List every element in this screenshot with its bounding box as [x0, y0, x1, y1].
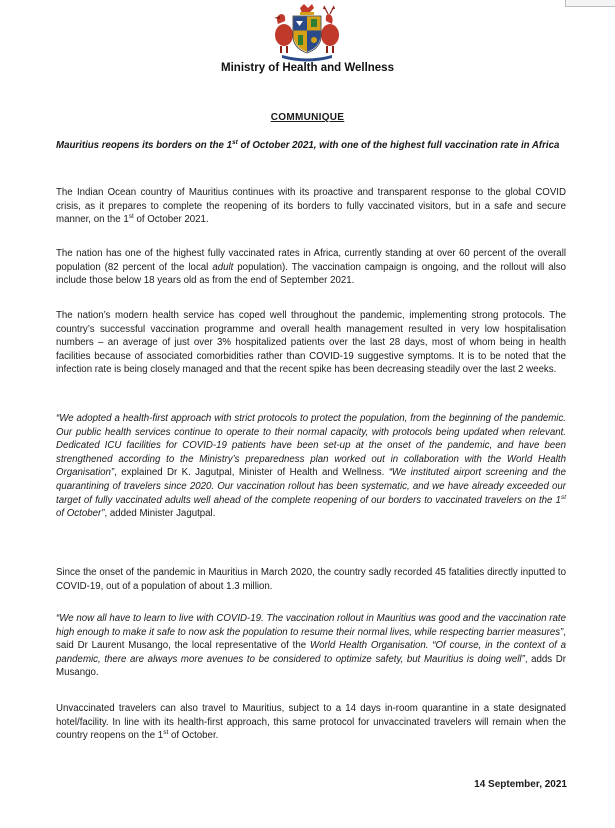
coat-of-arms-icon — [262, 2, 352, 62]
paragraph-5: Since the onset of the pandemic in Mauritius in March 2020, the country sadly recorded 45 fatalities directly inputted to COVID-19, out of a population of about 1.3 million. — [56, 567, 566, 592]
document-title: COMMUNIQUE — [270, 112, 345, 123]
page-corner-tab — [565, 0, 615, 7]
communique-date: 14 September, 2021 — [474, 779, 567, 790]
paragraph-6-who-quote: “We now all have to learn to live with COVID-19. The vaccination rollout in Mauritius was good and the vaccination rate high enough to make it safe to now ask the population to resume their normal lives, while respecting barrier measures”, said Dr Laurent Musango, the local representative of the World Health Organisation. “Of course, in the context of a pandemic, there are always more avenues to be considered to optimize safety, but Mauritius is doing well”, adds Dr Musango. — [56, 613, 566, 679]
ministry-name: Ministry of Health and Wellness — [221, 62, 394, 74]
lead-headline: Mauritius reopens its borders on the 1st of October 2021, with one of the highest full vaccination rate in Africa — [56, 138, 560, 151]
paragraph-7: Unvaccinated travelers can also travel to Mauritius, subject to a 14 days in-room quarantine in a state designated hotel/facility. In line with its health-first approach, this same protocol for unvaccinated travelers will remain when the country reopens on the 1st of October. — [56, 703, 566, 742]
paragraph-4-minister-quote: “We adopted a health-first approach with strict protocols to protect the population, from the beginning of the pandemic. Our public health services continue to operate to their normal capacity, with protocols being updated when relevant. Dedicated ICU facilities for COVID-19 patients have been set-up at the onset of the pandemic, and have been strengthened according to the Ministry’s preparedness plan worked out in collaboration with the World Health Organisation”, explained Dr K. Jagutpal, Minister of Health and Wellness. “We instituted airport screening and the quarantining of travelers since 2020. Our vaccination rollout has been systematic, and we have already exceeded our target of fully vaccinated adults well ahead of the complete reopening of our borders to vaccinated travelers on the 1st of October”, added Minister Jagutpal. — [56, 413, 566, 520]
paragraph-3: The nation’s modern health service has coped well throughout the pandemic, implementing strong protocols. The country’s successful vaccination programme and overall health management resulted in very low hospitalisation numbers – an average of just over 3% hospitalized patients over the last 28 days, most of whom being in health facilities because of associated comorbidities rather than COVID-19 suggestive symptoms. It is to be noted that the infection rate is being closely managed and that the recent spike has been decreasing steadily over the last 2 weeks. — [56, 310, 566, 376]
paragraph-1: The Indian Ocean country of Mauritius continues with its proactive and transparent response to the global COVID crisis, as it prepares to complete the reopening of its borders to fully vaccinated visitors, but in a safe and secure manner, on the 1st of October 2021. — [56, 187, 566, 226]
paragraph-2: The nation has one of the highest fully vaccinated rates in Africa, currently standing at over 60 percent of the overall population (82 percent of the local adult population). The vaccination campaign is ongoing, and the rollout will also include those below 18 years old as from the end of September 2021. — [56, 248, 566, 287]
